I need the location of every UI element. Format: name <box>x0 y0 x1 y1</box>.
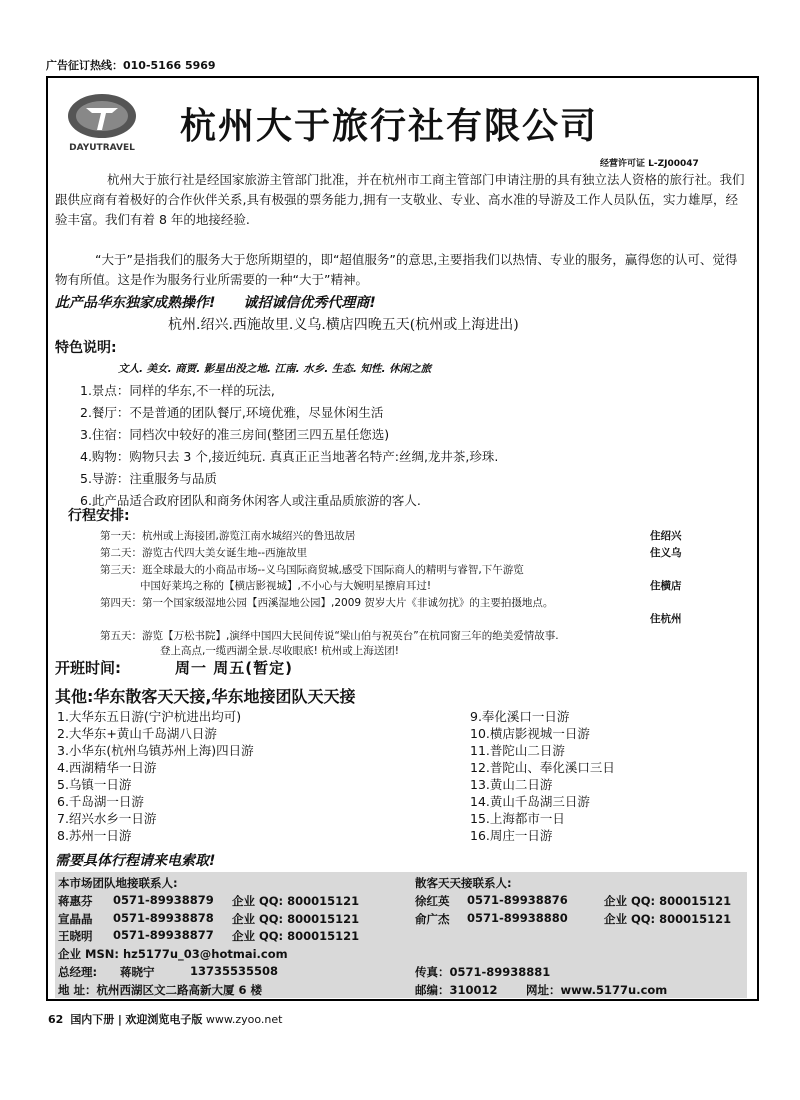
itinerary-stay: 住义乌 <box>650 547 682 559</box>
itinerary-day: 第五天：游览【万松书院】,演绎中国四大民间传说“梁山伯与祝英台”在杭同窗三年的绝美爱情故事. <box>100 630 559 642</box>
footer-section: 国内下册 <box>70 1013 115 1026</box>
list-item: 15.上海都市一日 <box>470 811 565 826</box>
list-item: 12.普陀山、奉化溪口三日 <box>470 760 615 775</box>
list-item: 4.购物：购物只去 3 个,接近纯玩. 真真正正当地著名特产:丝绸,龙井茶,珍珠. <box>80 449 499 464</box>
itinerary-stay: 住横店 <box>650 580 682 592</box>
contact-name: 徐红英 <box>415 894 450 908</box>
contact-qq: 企业 QQ: 800015121 <box>232 894 360 908</box>
itinerary-day: 中国好莱坞之称的【横店影视城】,不小心与大婉明星擦肩耳过! <box>140 580 432 592</box>
other-title: 其他:华东散客天天接,华东地接团队天天接 <box>55 687 356 706</box>
contact-qq: 企业 QQ: 800015121 <box>232 912 360 926</box>
list-item: 2.餐厅：不是普通的团队餐厅,环境优雅，尽显休闲生活 <box>80 405 384 420</box>
contact-name: 蒋惠芬 <box>58 894 93 908</box>
list-item: 6.千岛湖一日游 <box>57 794 144 809</box>
list-item: 6.此产品适合政府团队和商务休闲客人或注重品质旅游的客人. <box>80 493 421 508</box>
list-item: 11.普陀山二日游 <box>470 743 565 758</box>
list-item: 4.西湖精华一日游 <box>57 760 157 775</box>
list-item: 5.乌镇一日游 <box>57 777 132 792</box>
itinerary-day: 第一天：杭州或上海接团,游览江南水城绍兴的鲁迅故居 <box>100 530 356 542</box>
recruit-text: 诚招诚信优秀代理商! <box>243 295 376 311</box>
list-item: 1.大华东五日游(宁沪杭进出均可) <box>57 709 242 724</box>
itinerary-day: 第三天：逛全球最大的小商品市场--义乌国际商贸城,感受下国际商人的精明与睿智,下午游览 <box>100 564 524 576</box>
company-name: 杭州大于旅行社有限公司 <box>180 106 599 147</box>
list-item: 2.大华东+黄山千岛湖八日游 <box>57 726 217 741</box>
list-item: 14.黄山千岛湖三日游 <box>470 794 590 809</box>
itinerary-day: 第二天：游览古代四大美女诞生地--西施故里 <box>100 547 308 559</box>
exclusive-text: 此产品华东独家成熟操作! <box>55 295 216 311</box>
list-item: 1.景点：同样的华东,不一样的玩法, <box>80 383 275 398</box>
itinerary-title: 行程安排: <box>68 508 130 524</box>
address: 地 址：杭州西湖区文二路高新大厦 6 楼 <box>58 983 263 997</box>
manager-name: 蒋晓宁 <box>120 965 155 979</box>
schedule-days: 周一 周五(暂定) <box>175 659 293 677</box>
footer-separator: | <box>117 1013 122 1026</box>
postcode: 邮编：310012 <box>415 983 498 997</box>
page-footer <box>48 1011 282 1027</box>
list-item: 5.导游：注重服务与品质 <box>80 471 217 486</box>
features-list <box>80 380 498 512</box>
schedule-label: 开班时间: <box>55 659 121 677</box>
exclusive-banner <box>55 292 376 312</box>
website: 网址：www.5177u.com <box>526 983 668 997</box>
itinerary-day: 第四天：第一个国家级湿地公园【西溪湿地公园】,2009 贺岁大片《非诚勿扰》的主要拍摄地点。 <box>100 597 554 609</box>
fit-contacts-title: 散客天天接联系人: <box>415 876 512 890</box>
tours-list-right <box>470 708 615 844</box>
contact-name: 俞广杰 <box>415 912 450 926</box>
contact-qq: 企业 QQ: 800015121 <box>604 894 732 908</box>
manager-phone: 13735535508 <box>190 964 279 978</box>
logo-text: DAYUTRAVEL <box>69 143 135 153</box>
request-itinerary-note: 需要具体行程请来电索取! <box>55 853 216 869</box>
contact-phone: 0571-89938878 <box>113 911 214 925</box>
contact-phone: 0571-89938880 <box>467 911 568 925</box>
contact-qq: 企业 QQ: 800015121 <box>604 912 732 926</box>
footer-url[interactable]: www.zyoo.net <box>205 1013 283 1026</box>
itinerary-day: 登上高点,一缆西湖全景.尽收眼底! 杭州或上海送团! <box>160 645 399 657</box>
list-item: 13.黄山二日游 <box>470 777 553 792</box>
intro-paragraph-2: “大于”是指我们的服务大于您所期望的，即“超值服务”的意思,主要指我们以热情、专业的服务，赢得您的认可、觉得物有所值。这是作为服务行业所需要的一种“大于”精神。 <box>55 252 738 287</box>
intro-paragraph-1: 杭州大于旅行社是经国家旅游主管部门批准，并在杭州市工商主管部门申请注册的具有独立法人资格的旅行社。我们跟供应商有着极好的合作伙伴关系,具有极强的票务能力,拥有一支敬业、专业、高水准的导游及工作人员队伍，实力雄厚，经验丰富。我们有着 8 年的地接经验. <box>55 172 745 227</box>
ad-hotline: 广告征订热线：010-5166 5969 <box>46 59 216 72</box>
contact-phone: 0571-89938879 <box>113 893 214 907</box>
list-item: 10.横店影视城一日游 <box>470 726 590 741</box>
contact-phone: 0571-89938876 <box>467 893 568 907</box>
itinerary-stay: 住杭州 <box>650 613 682 625</box>
tours-list-left <box>57 708 254 844</box>
logo-emblem-icon <box>62 86 142 156</box>
list-item: 8.苏州一日游 <box>57 828 132 843</box>
footer-welcome: 欢迎浏览电子版 <box>125 1013 203 1026</box>
route-title: 杭州.绍兴.西施故里.义乌.横店四晚五天(杭州或上海进出) <box>168 317 519 333</box>
features-slogan: 文人. 美女. 商贾. 影星出没之地. 江南. 水乡. 生态. 知性. 休闲之旅 <box>118 363 432 375</box>
local-contacts-title: 本市场团队地接联系人: <box>58 876 178 890</box>
page-number: 62 <box>48 1013 64 1026</box>
list-item: 3.小华东(杭州乌镇苏州上海)四日游 <box>57 743 254 758</box>
license-number: 经营许可证 L-ZJ00047 <box>600 159 699 169</box>
list-item: 3.住宿：同档次中较好的准三房间(整团三四五星任您选) <box>80 427 390 442</box>
list-item: 9.奉化溪口一日游 <box>470 709 570 724</box>
list-item: 16.周庄一日游 <box>470 828 553 843</box>
itinerary-stay: 住绍兴 <box>650 530 682 542</box>
contact-name: 宣晶晶 <box>58 912 93 926</box>
contact-phone: 0571-89938877 <box>113 928 214 942</box>
company-logo <box>62 86 142 156</box>
features-title: 特色说明: <box>55 340 117 356</box>
contact-qq: 企业 QQ: 800015121 <box>232 929 360 943</box>
msn-contact: 企业 MSN: hz5177u_03@hotmai.com <box>58 947 288 961</box>
fax: 传真：0571-89938881 <box>415 965 551 979</box>
list-item: 7.绍兴水乡一日游 <box>57 811 157 826</box>
contact-name: 王晓明 <box>58 929 93 943</box>
manager-label: 总经理: <box>58 965 98 979</box>
